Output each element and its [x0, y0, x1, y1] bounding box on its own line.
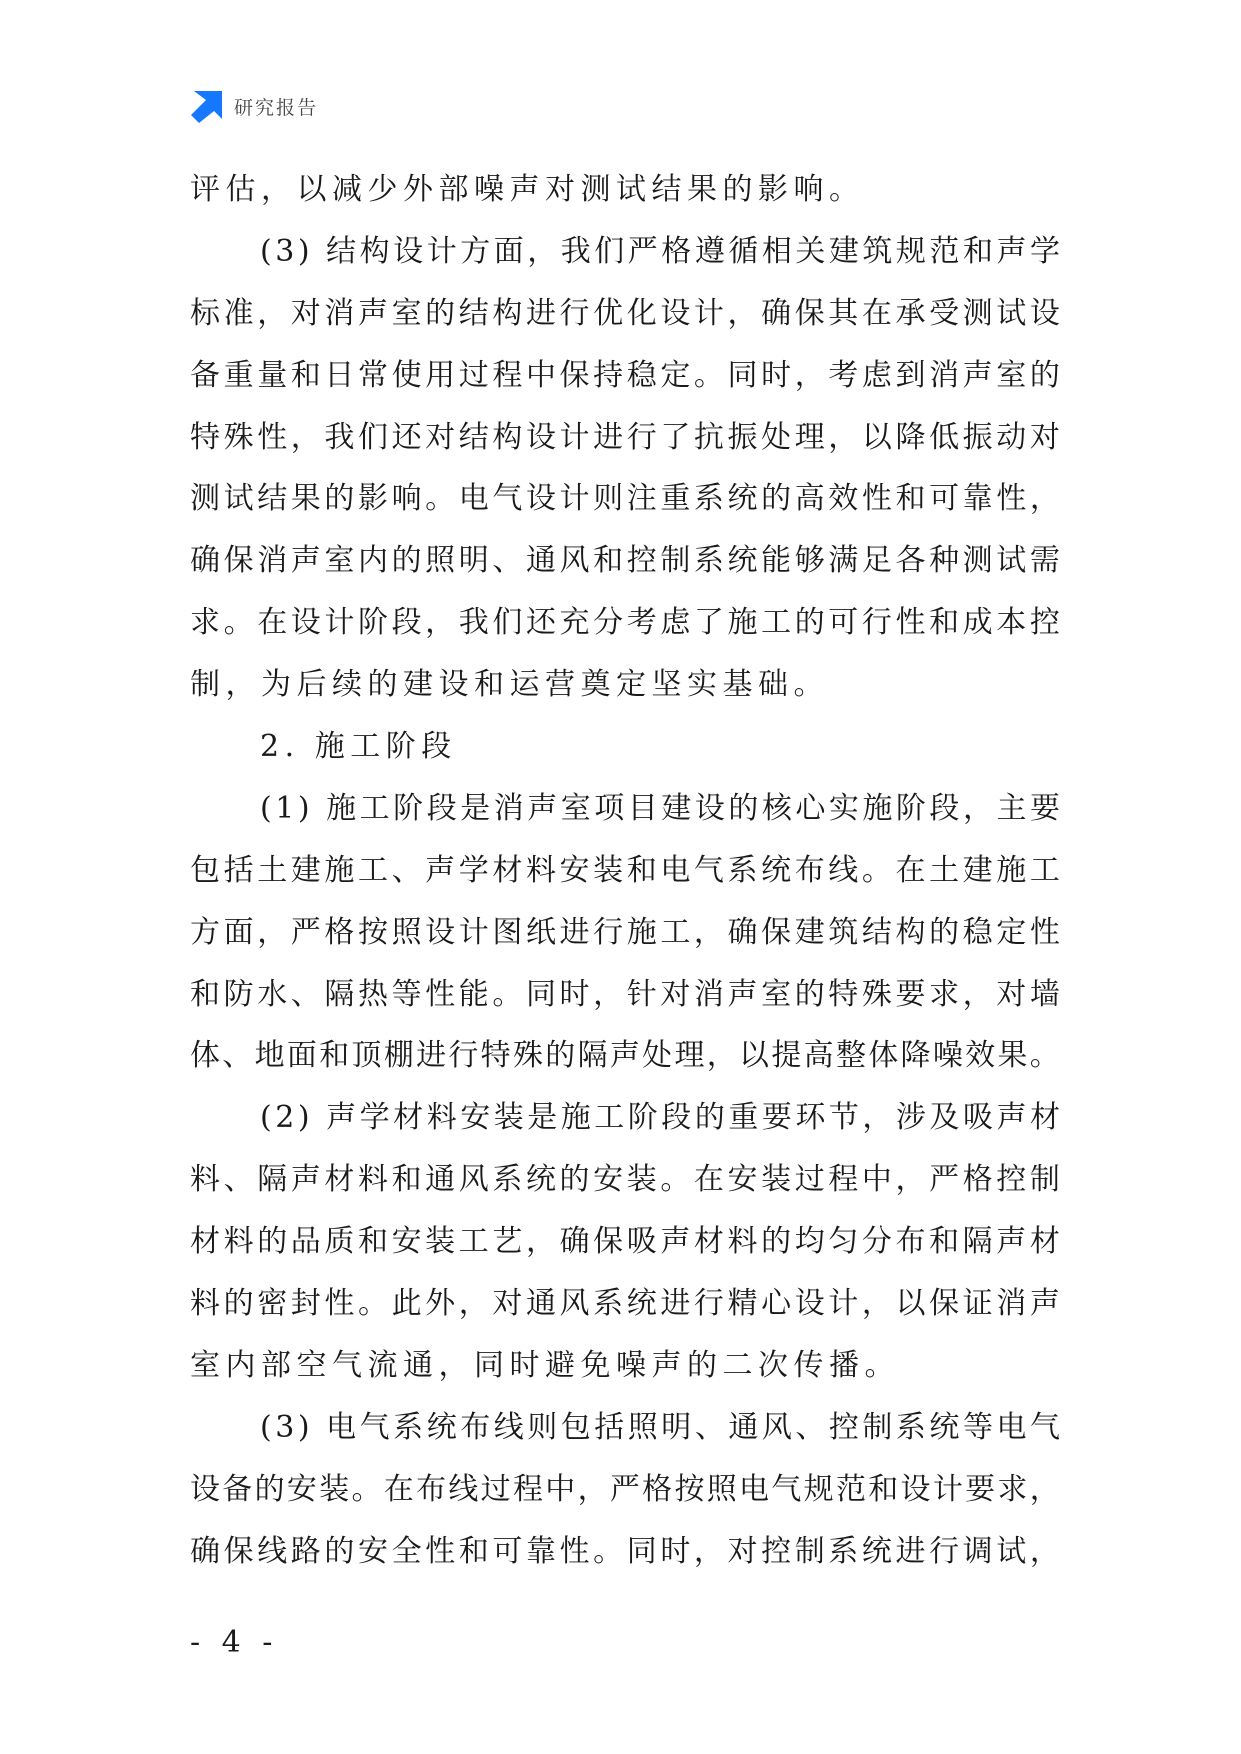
- arrow-up-right-logo-icon: [190, 89, 224, 123]
- text-line: 2 . 施 工 阶 段: [260, 729, 452, 765]
- text-line: 确 保 消 声 室 内 的 照 明 、 通 风 和 控 制 系 统 能 够 满 足 各 种 测 试 需: [190, 543, 1060, 579]
- page-header: [190, 88, 318, 124]
- text-line: 和 防 水 、 隔 热 等 性 能 。 同 时 ， 针 对 消 声 室 的 特 殊 要 求 ， 对 墙: [190, 976, 1060, 1012]
- text-line: ( 3 ) 结 构 设 计 方 面 ， 我 们 严 格 遵 循 相 关 建 筑 规 范 和 声 学: [260, 233, 1060, 269]
- text-line: 求 。 在 设 计 阶 段 ， 我 们 还 充 分 考 虑 了 施 工 的 可 行 性 和 成 本 控: [190, 605, 1060, 641]
- document-body: [190, 159, 1060, 1582]
- text-line: ( 3 ) 电 气 系 统 布 线 则 包 括 照 明 、 通 风 、 控 制 系 统 等 电 气: [260, 1409, 1060, 1445]
- text-line: 评 估 ， 以 减 少 外 部 噪 声 对 测 试 结 果 的 影 响 。: [190, 172, 859, 207]
- text-line: 方 面 ， 严 格 按 照 设 计 图 纸 进 行 施 工 ， 确 保 建 筑 结 构 的 稳 定 性: [190, 914, 1060, 950]
- text-line: 标 准 ， 对 消 声 室 的 结 构 进 行 优 化 设 计 ， 确 保 其 在 承 受 测 试 设: [190, 295, 1060, 331]
- text-line: ( 2 ) 声 学 材 料 安 装 是 施 工 阶 段 的 重 要 环 节 ， 涉 及 吸 声 材: [260, 1100, 1060, 1136]
- header-title: 研究报告: [234, 96, 319, 119]
- text-line: 确 保 线 路 的 安 全 性 和 可 靠 性 。 同 时 ， 对 控 制 系 统 进 行 调 试 ，: [190, 1533, 1060, 1569]
- text-line: 料 、 隔 声 材 料 和 通 风 系 统 的 安 装 。 在 安 装 过 程 中 ， 严 格 控 制: [190, 1162, 1060, 1198]
- text-line: 体 、 地 面 和 顶 棚 进 行 特 殊 的 隔 声 处 理 ， 以 提 高 整 体 降 噪 效 果 。: [190, 1038, 1060, 1074]
- text-line: 材 料 的 品 质 和 安 装 工 艺 ， 确 保 吸 声 材 料 的 均 匀 分 布 和 隔 声 材: [190, 1224, 1060, 1260]
- text-line: 设 备 的 安 装 。 在 布 线 过 程 中 ， 严 格 按 照 电 气 规 范 和 设 计 要 求 ，: [190, 1471, 1060, 1507]
- text-line: ( 1 ) 施 工 阶 段 是 消 声 室 项 目 建 设 的 核 心 实 施 阶 段 ， 主 要: [260, 790, 1060, 826]
- text-line: 制 ， 为 后 续 的 建 设 和 运 营 奠 定 坚 实 基 础 。: [190, 667, 824, 703]
- text-line: 包 括 土 建 施 工 、 声 学 材 料 安 装 和 电 气 系 统 布 线 。 在 土 建 施 工: [190, 852, 1060, 888]
- text-line: 特 殊 性 ， 我 们 还 对 结 构 设 计 进 行 了 抗 振 处 理 ， 以 降 低 振 动 对: [190, 419, 1060, 455]
- text-line: 备 重 量 和 日 常 使 用 过 程 中 保 持 稳 定 。 同 时 ， 考 虑 到 消 声 室 的: [190, 357, 1060, 393]
- text-line: 料 的 密 封 性 。 此 外 ， 对 通 风 系 统 进 行 精 心 设 计 ， 以 保 证 消 声: [190, 1286, 1060, 1322]
- page-number: - 4 -: [190, 1625, 279, 1660]
- text-line: 室 内 部 空 气 流 通 ， 同 时 避 免 噪 声 的 二 次 传 播 。: [190, 1347, 895, 1383]
- text-line: 测 试 结 果 的 影 响 。 电 气 设 计 则 注 重 系 统 的 高 效 性 和 可 靠 性 ，: [190, 481, 1060, 517]
